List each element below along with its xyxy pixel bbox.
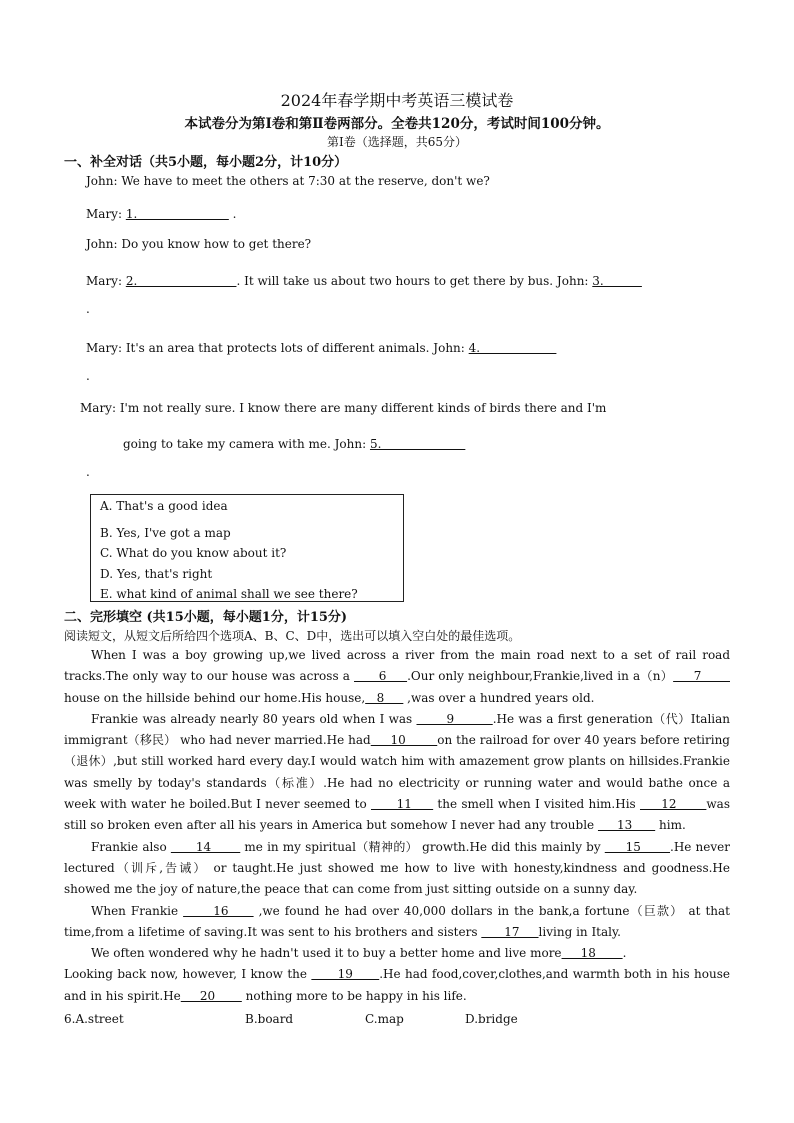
cloze-blank-17[interactable]: 17 — [481, 924, 539, 939]
cloze-passage — [64, 645, 730, 1007]
cloze-blank-10[interactable]: 10 — [370, 733, 438, 748]
dot-line: . — [86, 302, 90, 316]
exam-subtitle: 本试卷分为第Ⅰ卷和第Ⅱ卷两部分。全卷共120分，考试时间100分钟。 — [184, 116, 610, 132]
dialogue-text: . It will take us about two hours to get there by bus. John: — [236, 274, 593, 288]
cloze-blank-18[interactable]: 18 — [561, 946, 623, 961]
option-d: D. Yes, that's right — [100, 567, 213, 581]
dialogue-line-6: Mary: I'm not really sure. I know there are many different kinds of birds there and I'm — [80, 401, 607, 415]
paragraph-5: We often wondered why he hadn't used it to buy a better home and live more 18 . — [91, 946, 627, 961]
cloze-blank-6[interactable]: 6 — [354, 669, 408, 684]
speaker-text: Mary: — [86, 207, 126, 221]
q6-option-d[interactable]: D.bridge — [465, 1012, 518, 1026]
cloze-blank-16[interactable]: 16 — [183, 903, 254, 918]
q6-option-b[interactable]: B.board — [245, 1012, 294, 1026]
paper-one-heading: 第Ⅰ卷（选择题，共65分） — [326, 135, 467, 149]
cloze-blank-7[interactable]: 7 — [673, 669, 730, 684]
answer-blank-2[interactable]: 2. — [125, 274, 237, 288]
answer-blank-5[interactable]: 5. — [369, 437, 466, 451]
cloze-blank-19[interactable]: 19 — [311, 967, 380, 982]
cloze-blank-14[interactable]: 14 — [170, 839, 241, 854]
paragraph-1: When I was a boy growing up,we lived across a river from the main road next to a set of rail road tracks.The only way to our house was across a 6 .Our only neighbour,Frankie,lived in a（n） 7 house on the hillside behind our home.His house, 8 ,was over a hundred years old. — [64, 648, 730, 705]
speaker-text: Mary: — [86, 274, 126, 288]
cloze-blank-15[interactable]: 15 — [604, 839, 670, 854]
cloze-blank-11[interactable]: 11 — [371, 797, 434, 812]
question-6-options — [64, 1012, 730, 1028]
option-e: E. what kind of animal shall we see there? — [100, 587, 358, 601]
option-c: C. What do you know about it? — [100, 546, 287, 560]
dialogue-line-5 — [86, 341, 556, 355]
section1-heading: 一、补全对话（共5小题，每小题2分，计10分） — [64, 155, 348, 170]
dialogue-line-2 — [86, 207, 236, 221]
paragraph-4: When Frankie 16 ,we found he had over 40,000 dollars in the bank,a fortune（巨款） at that time,from a lifetime of saving.It was sent to his brothers and sisters 17 living in Italy. — [64, 903, 730, 939]
q6-option-c[interactable]: C.map — [365, 1012, 404, 1026]
cloze-blank-13[interactable]: 13 — [597, 818, 656, 833]
dialogue-text: Mary: It's an area that protects lots of different animals. John: — [86, 341, 469, 355]
cloze-blank-12[interactable]: 12 — [639, 797, 707, 812]
option-b: B. Yes, I've got a map — [100, 526, 231, 540]
answer-blank-1[interactable]: 1. — [125, 207, 229, 221]
paragraph-3: Frankie also 14 me in my spiritual（精神的） growth.He did this mainly by 15 .He never lectured（训斥,告诫） or taught.He just showed me how to live with honesty,kindness and goodness.He showed me the joy of nature,the peace that can come from just sitting outside on a sunny day. — [64, 839, 730, 897]
exam-title: 2024年春学期中考英语三模试卷 — [280, 91, 514, 110]
paragraph-6: Looking back now, however, I know the 19 .He had food,cover,clothes,and warmth both in his house and in his spirit.He 20 nothing more to be happy in his life. — [64, 967, 730, 1003]
paragraph-2: Frankie was already nearly 80 years old when I was 9 .He was a first generation（代）Italian immigrant（移民） who had never married.He had 10 on the railroad for over 40 years before retiring（退休）,but still worked hard every day.I would watch him with amazement grow plants on hillsides.Frankie was smelly by today's standards（标准）.He had no electricity or running water and would bathe once a week with water he boiled.But I never seemed to 11 the smell when I visited him.His 12 was still so broken even after all his years in America but somehow I never had any trouble 13 him. — [64, 711, 731, 833]
cloze-blank-20[interactable]: 20 — [180, 988, 242, 1003]
cloze-blank-8[interactable]: 8 — [365, 690, 404, 705]
dialogue-line-1: John: We have to meet the others at 7:30 at the reserve, don't we? — [86, 174, 490, 188]
options-box — [90, 494, 404, 602]
dot-line: . — [86, 369, 90, 383]
option-a: A. That's a good idea — [100, 499, 228, 513]
dialogue-text: going to take my camera with me. John: — [123, 437, 370, 451]
q6-option-a[interactable]: 6.A.street — [64, 1012, 124, 1026]
dialogue-line-7 — [123, 437, 465, 451]
section2-instruction: 阅读短文，从短文后所给四个选项A、B、C、D中，选出可以填入空白处的最佳选项。 — [64, 629, 521, 643]
section2-heading: 二、完形填空 (共15小题，每小题1分，计15分) — [64, 610, 348, 625]
cloze-blank-9[interactable]: 9 — [416, 711, 493, 726]
dialogue-line-4 — [86, 274, 642, 288]
dot-line: . — [86, 465, 90, 479]
punctuation: . — [228, 207, 237, 221]
answer-blank-3[interactable]: 3. — [592, 274, 642, 288]
dialogue-line-3: John: Do you know how to get there? — [86, 237, 312, 251]
answer-blank-4[interactable]: 4. — [468, 341, 557, 355]
